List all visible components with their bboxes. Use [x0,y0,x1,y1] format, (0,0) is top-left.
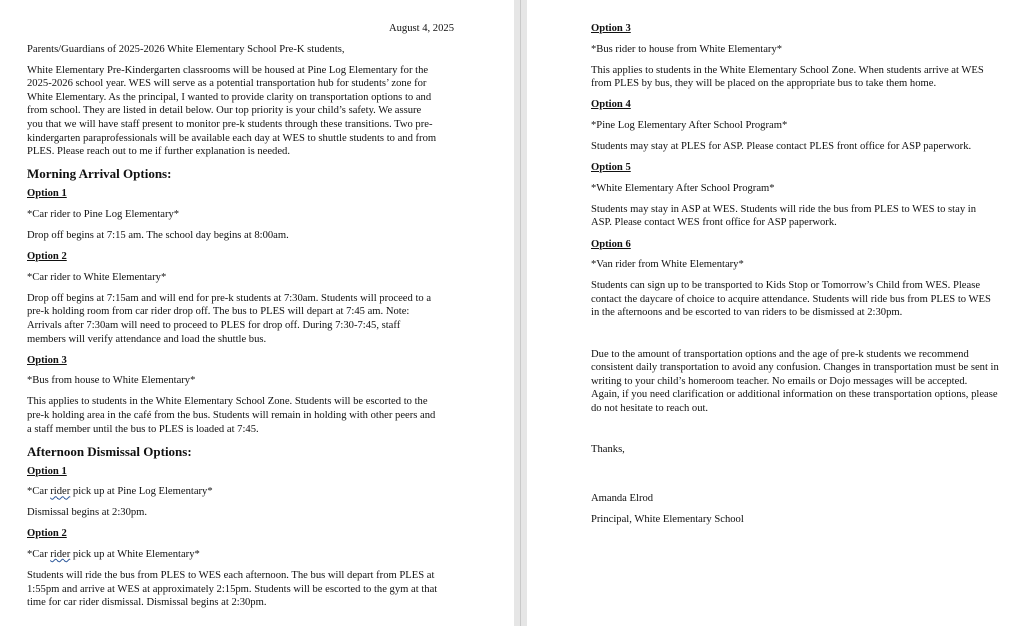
body-line: ASP. Please contact WES front office for ASP paperwork. [591,217,837,229]
closing-line: Due to the amount of transportation options and the age of pre-k students we recommend [591,348,969,360]
spacer [591,464,1014,492]
afternoon-option-6-title: *Van rider from White Elementary* [591,259,744,271]
spellcheck-word: rider [50,486,71,498]
body-line: Dismissal begins at 2:30pm. [27,507,148,519]
title-text: pick up at Pine Log Elementary* [70,486,213,498]
morning-option-1-body [27,229,454,243]
spacer [591,328,1014,348]
closing-line: do not hesitate to reach out. [591,402,709,414]
page-divider [514,0,527,626]
body-line: Students can sign up to be transported to Kids Stop or Tomorrow’s Child from WES. Please [591,280,981,292]
afternoon-option-3-title: *Bus rider to house from White Elementary* [591,43,783,55]
morning-option-2-body [27,292,454,346]
letter-date: August 4, 2025 [388,23,454,34]
title-text: *Car [27,549,51,561]
afternoon-option-5-label: Option 5 [591,162,631,174]
body-line: Students may stay at PLES for ASP. Please contact PLES front office for ASP paperwork. [591,141,972,153]
spacer [591,423,1014,443]
closing-line: writing to your child’s homeroom teacher. No emails or Dojo messages will be accepted. [591,375,968,387]
body-line: This applies to students in the White Elementary School Zone. When students arrive at WES [591,64,984,76]
body-line: from PLES by bus, they will be placed on the appropriate bus to take them home. [591,78,937,90]
title-text: pick up at White Elementary* [70,549,200,561]
body-line: time for car rider dismissal. Dismissal begins at 2:30pm. [27,597,267,609]
body-line: Students may stay in ASP at WES. Students will ride the bus from PLES to WES to stay in [591,203,977,215]
body-line: a staff member until the bus to PLES is loaded at 7:45. [27,423,259,435]
afternoon-option-3-label: Option 3 [591,23,631,34]
body-line: Drop off begins at 7:15 am. The school day begins at 8:00am. [27,230,289,242]
body-line: members will verify attendance and load the shuttle bus. [27,333,267,345]
afternoon-option-2-label: Option 2 [27,528,67,540]
closing-line: consistent daily transportation to avoid any confusion. Changes in transportation must be sent in [591,362,999,374]
intro-line: kindergarten paraprofessionals will be available each day at WES to shuttle students to and from [27,132,437,144]
afternoon-option-2-body [27,569,454,610]
morning-option-2-label: Option 2 [27,251,67,263]
afternoon-option-5-title: *White Elementary After School Program* [591,182,775,194]
body-line: in the afternoons and be escorted to van riders to be dismissed at 2:30pm. [591,307,903,319]
closing-paragraph [591,348,1014,416]
signer-title: Principal, White Elementary School [591,514,744,526]
afternoon-option-1-body [27,506,454,520]
intro-line: White Elementary. As the principal, I wanted to provide clarity on transportation options to and [27,91,432,103]
morning-option-1-title: *Car rider to Pine Log Elementary* [27,208,180,220]
afternoon-option-2-title [27,548,454,562]
morning-option-3-body [27,395,454,436]
body-line: pre-k holding room from car rider drop off. The bus to PLES will depart at 7:45 am. Note: [27,306,410,318]
morning-option-1-label: Option 1 [27,188,67,200]
body-line: Arrivals after 7:30am will need to proceed to PLES for drop off. During 7:30-7:45, staff [27,320,401,331]
afternoon-option-5-body [591,203,1014,230]
body-line: Drop off begins at 7:15am and will end for pre-k students at 7:30am. Students will proceed to a [27,292,432,304]
spellcheck-word: rider [50,549,71,561]
body-line: This applies to students in the White Elementary School Zone. Students will be escorted to the [27,396,428,408]
intro-paragraph [27,64,454,159]
body-line: pre-k holding area in the café from the bus. Students will remain in holding with other peers and [27,409,436,421]
afternoon-option-4-title: *Pine Log Elementary After School Program* [591,119,788,131]
morning-heading: Morning Arrival Options: [27,166,172,182]
afternoon-option-6-label: Option 6 [591,238,631,250]
intro-line: White Elementary Pre-Kindergarten classrooms will be housed at Pine Log Elementary for the [27,64,429,76]
intro-line: you that we will have staff present to monitor pre-k students through these transitions. Two pre- [27,119,433,131]
closing-line: Again, if you need clarification or additional information on these transportation options, please [591,389,998,401]
signer-name: Amanda Elrod [591,493,654,505]
document-page-right [527,0,1024,626]
body-line: Students will ride the bus from PLES to WES each afternoon. The bus will depart from PLES at [27,570,435,582]
morning-option-3-label: Option 3 [27,354,67,366]
title-text: *Car [27,486,51,498]
morning-option-3-title: *Bus from house to White Elementary* [27,375,196,387]
afternoon-option-1-label: Option 1 [27,465,67,477]
intro-line: PLES. Please reach out to me if further explanation is needed. [27,146,290,158]
body-line: 1:55pm and arrive at WES at approximately 2:15pm. Students will be escorted to the gym at that [27,583,438,595]
salutation: Parents/Guardians of 2025-2026 White Elementary School Pre-K students, [27,43,345,55]
intro-line: 2025-2026 school year. WES will serve as a potential transportation hub for students’ zone for [27,78,427,90]
afternoon-option-4-label: Option 4 [591,99,631,111]
morning-option-2-title: *Car rider to White Elementary* [27,271,167,283]
thanks-line: Thanks, [591,443,625,455]
afternoon-heading: Afternoon Dismissal Options: [27,443,192,459]
body-line: contact the daycare of choice to acquire attendance. Students will ride bus from PLES to WES [591,293,991,305]
afternoon-option-4-body [591,140,1014,154]
afternoon-option-3-body [591,64,1014,91]
intro-line: from school. They are listed in detail below. Our top priority is your child’s safety. We assure [27,105,422,117]
afternoon-option-6-body [591,279,1014,320]
afternoon-option-1-title [27,485,454,499]
